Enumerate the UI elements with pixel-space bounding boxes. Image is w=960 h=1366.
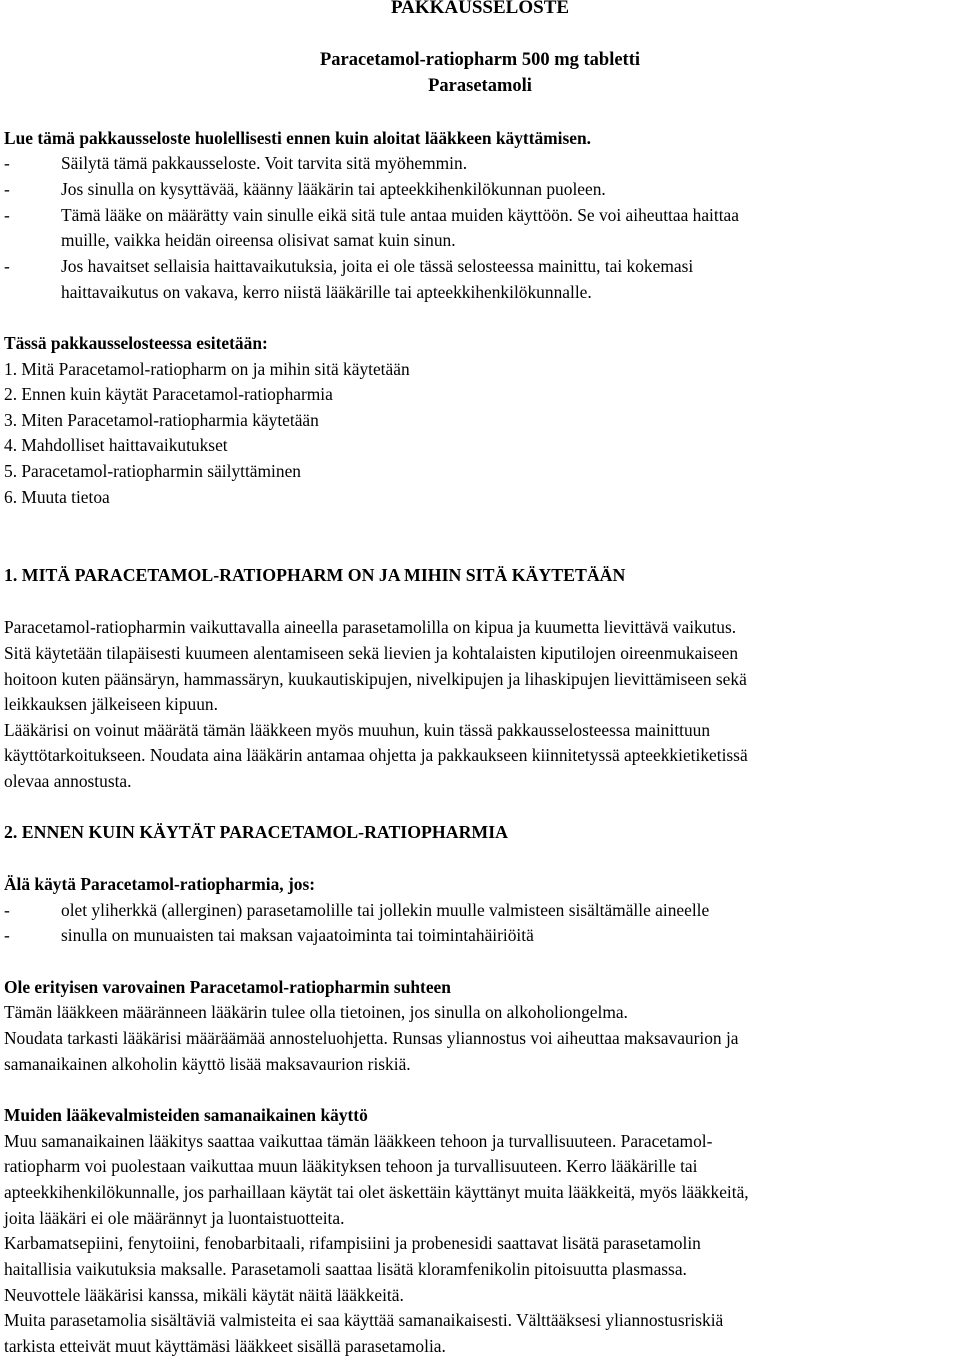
section1-paragraph: Sitä käytetään tilapäisesti kuumeen alentamiseen sekä lievien ja kohtalaisten kiputilojen oireenmukaiseen — [4, 643, 739, 663]
toc-item: 6. Muuta tietoa — [4, 487, 110, 507]
bullet-dash: - — [4, 925, 10, 945]
active-substance: Parasetamoli — [428, 76, 532, 96]
toc-item: 1. Mitä Paracetamol-ratiopharm on ja mihin sitä käytetään — [4, 359, 410, 379]
bullet-text: Jos sinulla on kysyttävää, käänny lääkärin tai apteekkihenkilökunnan puoleen. — [61, 179, 606, 199]
bullet-dash: - — [4, 900, 10, 920]
caution-heading: Ole erityisen varovainen Paracetamol-ratiopharmin suhteen — [4, 977, 451, 997]
dont-use-heading: Älä käytä Paracetamol-ratiopharmia, jos: — [4, 874, 316, 894]
intro-heading: Lue tämä pakkausseloste huolellisesti ennen kuin aloitat lääkkeen käyttämisen. — [4, 128, 592, 148]
interactions-heading: Muiden lääkevalmisteiden samanaikainen käyttö — [4, 1105, 368, 1125]
interactions-paragraph: tarkista etteivät muut käyttämäsi lääkkeet sisällä parasetamolia. — [4, 1336, 446, 1356]
section1-paragraph: Paracetamol-ratiopharmin vaikuttavalla aineella parasetamolilla on kipua ja kuumetta lievittävä vaikutus. — [4, 617, 737, 637]
interactions-paragraph: ratiopharm voi puolestaan vaikuttaa muun lääkityksen tehoon ja turvallisuuteen. Kerro lääkärille tai — [4, 1156, 698, 1176]
toc-item: 4. Mahdolliset haittavaikutukset — [4, 435, 228, 455]
toc-item: 2. Ennen kuin käytät Paracetamol-ratiopharmia — [4, 384, 333, 404]
toc-heading: Tässä pakkausselosteessa esitetään: — [4, 333, 268, 353]
bullet-dash: - — [4, 153, 10, 173]
bullet-text-continued: haittavaikutus on vakava, kerro niistä lääkärille tai apteekkihenkilökunnalle. — [61, 282, 592, 302]
bullet-text-continued: muille, vaikka heidän oireensa olisivat samat kuin sinun. — [61, 230, 456, 250]
interactions-paragraph: Neuvottele lääkärisi kanssa, mikäli käytät näitä lääkkeitä. — [4, 1285, 404, 1305]
caution-paragraph: samanaikainen alkoholin käyttö lisää maksavaurion riskiä. — [4, 1054, 411, 1074]
section1-paragraph: Lääkärisi on voinut määrätä tämän lääkkeen myös muuhun, kuin tässä pakkausselosteessa mainittuun — [4, 720, 711, 740]
section1-paragraph: käyttötarkoitukseen. Noudata aina lääkärin antamaa ohjetta ja pakkaukseen kiinnitetyssä apteekkietiketissä — [4, 745, 748, 765]
interactions-paragraph: haitallisia vaikutuksia maksalle. Parasetamoli saattaa lisätä kloramfenikolin pitoisuutta plasmassa. — [4, 1259, 687, 1279]
bullet-text: Säilytä tämä pakkausseloste. Voit tarvita sitä myöhemmin. — [61, 153, 468, 173]
section1-paragraph: olevaa annostusta. — [4, 771, 132, 791]
bullet-dash: - — [4, 179, 10, 199]
section2-heading: 2. ENNEN KUIN KÄYTÄT PARACETAMOL-RATIOPHARMIA — [4, 822, 508, 842]
caution-paragraph: Tämän lääkkeen määränneen lääkärin tulee olla tietoinen, jos sinulla on alkoholiongelma. — [4, 1002, 628, 1022]
bullet-text: sinulla on munuaisten tai maksan vajaatoiminta tai toimintahäiriöitä — [61, 925, 534, 945]
caution-paragraph: Noudata tarkasti lääkärisi määräämää annosteluohjetta. Runsas yliannostus voi aiheuttaa maksavaurion ja — [4, 1028, 739, 1048]
bullet-text: Jos havaitset sellaisia haittavaikutuksia, joita ei ole tässä selosteessa mainittu, tai kokemasi — [61, 256, 694, 276]
product-name: Paracetamol-ratiopharm 500 mg tabletti — [319, 50, 641, 70]
section1-paragraph: hoitoon kuten päänsäryn, hammassäryn, kuukautiskipujen, nivelkipujen ja lihaskipujen lievittämiseen sekä — [4, 669, 747, 689]
interactions-paragraph: Muu samanaikainen lääkitys saattaa vaikuttaa tämän lääkkeen tehoon ja turvallisuuteen. Paracetamol- — [4, 1131, 713, 1151]
bullet-dash: - — [4, 205, 10, 225]
bullet-dash: - — [4, 256, 10, 276]
document-title: PAKKAUSSELOSTE — [390, 0, 570, 18]
interactions-paragraph: Karbamatsepiini, fenytoiini, fenobarbitaali, rifampisiini ja probenesidi saattavat lisätä parasetamolin — [4, 1233, 701, 1253]
toc-item: 3. Miten Paracetamol-ratiopharmia käytetään — [4, 410, 319, 430]
interactions-paragraph: apteekkihenkilökunnalle, jos parhaillaan käytät tai olet äskettäin käyttänyt muita lääkkeitä, myös lääkkeitä, — [4, 1182, 749, 1202]
section1-heading: 1. MITÄ PARACETAMOL-RATIOPHARM ON JA MIHIN SITÄ KÄYTETÄÄN — [4, 565, 626, 585]
interactions-paragraph: joita lääkäri ei ole määrännyt ja luontaistuotteita. — [4, 1208, 345, 1228]
interactions-paragraph: Muita parasetamolia sisältäviä valmisteita ei saa käyttää samanaikaisesti. Välttääksesi yliannostusriskiä — [4, 1310, 724, 1330]
bullet-text: olet yliherkkä (allerginen) parasetamolille tai jollekin muulle valmisteen sisältämälle aineelle — [61, 900, 710, 920]
bullet-text: Tämä lääke on määrätty vain sinulle eikä sitä tule antaa muiden käyttöön. Se voi aiheuttaa haittaa — [61, 205, 739, 225]
section1-paragraph: leikkauksen jälkeiseen kipuun. — [4, 694, 218, 714]
toc-item: 5. Paracetamol-ratiopharmin säilyttäminen — [4, 461, 301, 481]
